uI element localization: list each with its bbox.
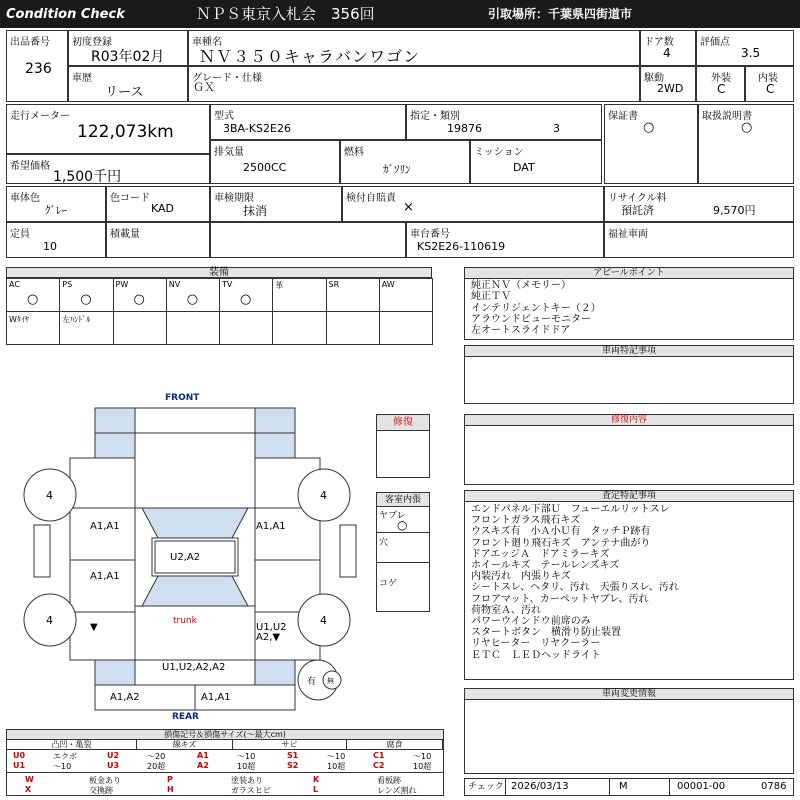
tire-fr: 4 bbox=[320, 489, 327, 502]
legend-title: 損傷記号＆損傷サイズ(〜最大cm) bbox=[7, 730, 443, 740]
equipment-grid bbox=[6, 278, 432, 344]
capacity-cell: 定員 10 bbox=[6, 222, 106, 258]
equipment-label: NV bbox=[168, 280, 181, 289]
rear-label: REAR bbox=[172, 712, 199, 722]
legend-desc: 看板跡 bbox=[377, 776, 401, 785]
legend-desc: 交換跡 bbox=[89, 786, 113, 795]
appeal-title: アピールポイント bbox=[465, 268, 793, 279]
exterior-cell: 外装 C bbox=[696, 66, 745, 102]
legend-desc: 〜10 bbox=[53, 762, 72, 771]
recycle-status: 預託済 bbox=[621, 204, 654, 217]
mission-value: DAT bbox=[513, 161, 535, 174]
equipment-label: AW bbox=[381, 280, 395, 289]
legend-code: U3 bbox=[107, 761, 120, 770]
header-bar bbox=[0, 0, 800, 28]
inspector-title: 査定特記事項 bbox=[465, 491, 793, 502]
spare-mark: 無 bbox=[327, 677, 334, 685]
legend-category: 腐食 bbox=[347, 740, 443, 750]
cabin-row-burn: コゲ bbox=[379, 579, 398, 589]
inspection-cell: 車検期限 抹消 bbox=[210, 186, 342, 222]
equipment-cell bbox=[272, 311, 326, 345]
score-value: 3.5 bbox=[741, 46, 761, 60]
interior-cell: 内装 C bbox=[745, 66, 794, 102]
inspector-item: ウスキズ有 小Ａ小Ｕ有 タッチＰ跡有 bbox=[471, 526, 651, 538]
lot-cell: 出品番号 236 bbox=[6, 30, 68, 102]
changes-title: 車両変更情報 bbox=[465, 689, 793, 700]
inspector-item: フロント廻り飛石キズ アンテナ曲がり bbox=[471, 537, 651, 549]
car-name-value: ＮＶ３５０キャラバンワゴン bbox=[199, 47, 421, 66]
legend-code: S2 bbox=[287, 761, 299, 770]
front-label: FRONT bbox=[165, 393, 200, 403]
equipment-cell bbox=[59, 278, 113, 312]
equipment-title: 装備 bbox=[6, 267, 432, 278]
check-label: チェック bbox=[468, 782, 504, 792]
fuel-cell: 燃料 ｶﾞｿﾘﾝ bbox=[340, 140, 470, 184]
car-name-cell: 車種名 ＮＶ３５０キャラバンワゴン bbox=[188, 30, 640, 66]
loading-cell: 積載量 bbox=[106, 222, 210, 258]
legend-desc: ガラスヒビ bbox=[231, 786, 271, 795]
equipment-cell bbox=[379, 311, 433, 345]
repair-history-box bbox=[464, 414, 794, 485]
tire-rr: 4 bbox=[320, 614, 327, 627]
inspector-item: 荷物室Ａ、汚れ bbox=[471, 604, 541, 616]
mark-rear-panel: U1,U2,A2,A2 bbox=[162, 662, 226, 673]
first-reg-value: R03年02月 bbox=[91, 49, 165, 65]
equipment-mark: ○ bbox=[133, 292, 145, 307]
first-reg-cell: 初度登録 R03年02月 bbox=[68, 30, 188, 66]
warranty-cell: 保証書 ○ bbox=[604, 104, 698, 184]
special-title: 車両特記事項 bbox=[465, 346, 793, 357]
drive-cell: 駆動 2WD bbox=[640, 66, 696, 102]
auction-name: ＮＰＳ東京入札会 356回 bbox=[196, 5, 375, 23]
equipment-label: SR bbox=[328, 280, 340, 289]
displacement-value: 2500CC bbox=[243, 161, 287, 174]
recycle-cell: リサイクル料 預託済 9,570円 bbox=[604, 186, 794, 222]
legend-desc: 〜10 bbox=[327, 752, 346, 761]
legend-categories bbox=[7, 740, 443, 750]
equipment-label: AC bbox=[9, 280, 20, 289]
tire-fl: 4 bbox=[46, 489, 53, 502]
footer-bar bbox=[464, 778, 794, 796]
exterior-value: C bbox=[717, 82, 726, 96]
color-value: ｸﾞﾚｰ bbox=[45, 204, 67, 217]
legend-desc: レンズ割れ bbox=[377, 786, 417, 795]
score-cell: 評価点 3.5 bbox=[696, 30, 794, 66]
inspector-item: エンドパネル下部Ｕ フューエルリットスレ bbox=[471, 504, 670, 515]
legend-code: K bbox=[313, 775, 320, 784]
color-code-cell: 色コード KAD bbox=[106, 186, 210, 222]
equipment-label: PS bbox=[62, 280, 73, 289]
equipment-cell bbox=[6, 311, 60, 345]
equipment-mark: ○ bbox=[80, 292, 92, 307]
mark-fr: A1,A1 bbox=[256, 521, 286, 532]
inspector-item: スタートボタン 横滑り防止装置 bbox=[471, 627, 621, 639]
inspector-item: ドアエッジＡ ドアミラーキズ bbox=[471, 548, 610, 560]
cabin-title: 客室内張 bbox=[377, 493, 429, 507]
liability-cell: 検付自賠責 × bbox=[342, 186, 604, 222]
cabin-row-hole: 穴 bbox=[377, 533, 429, 563]
inspector-item: リヤヒーター リヤクーラー bbox=[471, 638, 601, 650]
equipment-label: Wﾀｲﾔ bbox=[9, 315, 29, 324]
cabin-row-tear: ヤブレ ○ bbox=[377, 507, 429, 533]
fuel-value: ｶﾞｿﾘﾝ bbox=[383, 163, 411, 176]
mark-fl: A1,A1 bbox=[90, 521, 120, 532]
repair-history-title: 修復内容 bbox=[465, 415, 793, 426]
legend-code: H bbox=[167, 785, 174, 794]
repair-title: 修復 bbox=[377, 415, 429, 431]
header-title: Condition Check bbox=[6, 7, 125, 22]
lot-number: 236 bbox=[25, 61, 52, 77]
inspector-item: フロアマット、カーペットヤブレ、汚れ bbox=[471, 593, 649, 605]
doors-value: 4 bbox=[663, 46, 671, 60]
grade-cell: グレード・仕様 ＧＸ bbox=[188, 66, 640, 102]
inspector-list bbox=[471, 504, 679, 661]
legend-code: C2 bbox=[373, 761, 385, 770]
legend-box bbox=[6, 729, 444, 796]
warranty-value: ○ bbox=[643, 120, 655, 135]
legend-category: 線キズ bbox=[137, 740, 233, 750]
mark-bl: A1,A2 bbox=[110, 692, 140, 703]
mark-rr2: A2,▼ bbox=[256, 632, 281, 643]
legend-code: C1 bbox=[373, 751, 385, 760]
blank-cell bbox=[210, 222, 406, 258]
inspector-item: ホイールキズ テールレンズキズ bbox=[471, 560, 620, 572]
appeal-list bbox=[471, 280, 601, 336]
inspector-item: フロントガラス飛石キズ bbox=[471, 515, 581, 527]
designation-cell: 指定・類別 19876 3 bbox=[406, 104, 602, 140]
pickup-location: 引取場所：千葉県四街道市 bbox=[488, 7, 633, 21]
equipment-cell bbox=[219, 278, 273, 312]
inspector-item: シートスレ、ヘタリ、汚れ 天張りスレ、汚れ bbox=[471, 582, 679, 594]
legend-desc: 10超 bbox=[237, 762, 256, 771]
price-value: 1,500千円 bbox=[53, 169, 122, 185]
drive-value: 2WD bbox=[657, 82, 684, 95]
appeal-item: 純正ＴＶ bbox=[471, 291, 511, 303]
equipment-cell bbox=[326, 311, 380, 345]
equipment-cell bbox=[113, 311, 167, 345]
interior-value: C bbox=[766, 82, 775, 96]
liability-value: × bbox=[403, 200, 414, 215]
color-code-value: KAD bbox=[151, 202, 175, 215]
legend-code: L bbox=[313, 785, 319, 794]
mark-br: A1,A1 bbox=[201, 692, 231, 703]
legend-code: U0 bbox=[13, 751, 26, 760]
designation-value-1: 19876 bbox=[447, 122, 482, 135]
history-value: リース bbox=[105, 85, 144, 100]
car-diagram bbox=[20, 390, 370, 725]
legend-desc: 板金あり bbox=[89, 776, 121, 785]
cabin-box bbox=[376, 492, 430, 612]
recycle-amount: 9,570円 bbox=[713, 204, 756, 217]
repair-box bbox=[376, 414, 430, 478]
legend-desc: エクボ bbox=[53, 752, 77, 761]
legend-desc: 〜10 bbox=[237, 752, 256, 761]
legend-desc: 〜10 bbox=[413, 752, 432, 761]
welfare-cell: 福祉車両 bbox=[604, 222, 794, 258]
inspector-box bbox=[464, 490, 794, 680]
equipment-mark: ○ bbox=[27, 292, 39, 307]
price-cell: 希望価格 1,500千円 bbox=[6, 154, 210, 184]
appeal-item: アラウンドビューモニター bbox=[471, 313, 591, 325]
inspector-item: ＥＴＣ ＬＥＤヘッドライト bbox=[471, 649, 601, 661]
legend-rows bbox=[7, 750, 443, 795]
equipment-label: 左ﾊﾝﾄﾞﾙ bbox=[62, 315, 91, 324]
legend-desc: 〜20 bbox=[147, 752, 166, 761]
legend-code: U1 bbox=[13, 761, 26, 770]
equipment-cell bbox=[219, 311, 273, 345]
appeal-item: インテリジェントキー（２） bbox=[471, 302, 601, 314]
equipment-cell bbox=[326, 278, 380, 312]
legend-desc: 20超 bbox=[147, 762, 166, 771]
inspection-value: 抹消 bbox=[243, 204, 268, 218]
chassis-cell: 車台番号 KS2E26-110619 bbox=[406, 222, 604, 258]
equipment-cell bbox=[272, 278, 326, 312]
legend-desc: 10超 bbox=[413, 762, 432, 771]
legend-code: A2 bbox=[197, 761, 209, 770]
appeal-box bbox=[464, 267, 794, 340]
history-cell: 車歴 リース bbox=[68, 66, 188, 102]
legend-code: U2 bbox=[107, 751, 120, 760]
chassis-value: KS2E26-110619 bbox=[417, 240, 506, 253]
legend-code: S1 bbox=[287, 751, 299, 760]
trunk-label: trunk bbox=[173, 616, 197, 626]
manual-cell: 取扱説明書 ○ bbox=[698, 104, 794, 184]
legend-category: 凸凹・亀裂 bbox=[7, 740, 137, 750]
legend-code: A1 bbox=[197, 751, 209, 760]
legend-code: W bbox=[25, 775, 34, 784]
displacement-cell: 排気量 2500CC bbox=[210, 140, 340, 184]
sheet-code: 0786 bbox=[761, 781, 787, 792]
appeal-item: 純正ＮＶ（メモリー） bbox=[471, 280, 571, 291]
mark-rr1: U1,U2 bbox=[256, 622, 287, 633]
inspector-item: パワーウインドウ前席のみ bbox=[471, 616, 591, 628]
equipment-cell bbox=[59, 311, 113, 345]
appeal-item: 左オートスライドドア bbox=[471, 325, 571, 337]
inspector-item: 内装汚れ 内張りキズ bbox=[471, 571, 571, 583]
mark-roof: U2,A2 bbox=[170, 552, 201, 563]
designation-value-2: 3 bbox=[553, 122, 560, 135]
capacity-value: 10 bbox=[43, 240, 57, 253]
spare-label: 有 bbox=[307, 677, 317, 687]
equipment-cell bbox=[113, 278, 167, 312]
mileage-cell: 走行メーター 122,073km bbox=[6, 104, 210, 154]
equipment-label: 革 bbox=[275, 281, 284, 290]
mark-rl: ▼ bbox=[90, 622, 98, 633]
legend-desc: 10超 bbox=[327, 762, 346, 771]
staff-code: M bbox=[619, 781, 628, 792]
model-value: 3BA-KS2E26 bbox=[223, 122, 291, 135]
legend-code: P bbox=[167, 775, 173, 784]
manual-value: ○ bbox=[741, 120, 753, 135]
equipment-mark: ○ bbox=[186, 292, 199, 307]
legend-code: X bbox=[25, 785, 32, 794]
changes-box bbox=[464, 688, 794, 774]
model-cell: 型式 3BA-KS2E26 bbox=[210, 104, 406, 140]
mark-ml: A1,A1 bbox=[90, 571, 120, 582]
equipment-label: PW bbox=[115, 280, 129, 289]
grade-value: ＧＸ bbox=[193, 81, 215, 94]
equipment-cell bbox=[379, 278, 433, 312]
mission-cell: ミッション DAT bbox=[470, 140, 602, 184]
special-box bbox=[464, 345, 794, 404]
legend-desc: 塗装あり bbox=[231, 776, 263, 785]
legend-category: サビ bbox=[233, 740, 347, 750]
mileage-value: 122,073km bbox=[77, 122, 174, 142]
tire-rl: 4 bbox=[46, 614, 53, 627]
color-cell: 車体色 ｸﾞﾚｰ bbox=[6, 186, 106, 222]
equipment-cell bbox=[166, 311, 220, 345]
equipment-cell bbox=[166, 278, 220, 312]
check-date: 2026/03/13 bbox=[511, 781, 569, 792]
equipment-label: TV bbox=[222, 280, 233, 289]
serial-number: 00001-00 bbox=[677, 781, 726, 792]
doors-cell: ドア数 4 bbox=[640, 30, 696, 66]
equipment-cell bbox=[6, 278, 60, 312]
equipment-mark: ○ bbox=[240, 292, 252, 307]
